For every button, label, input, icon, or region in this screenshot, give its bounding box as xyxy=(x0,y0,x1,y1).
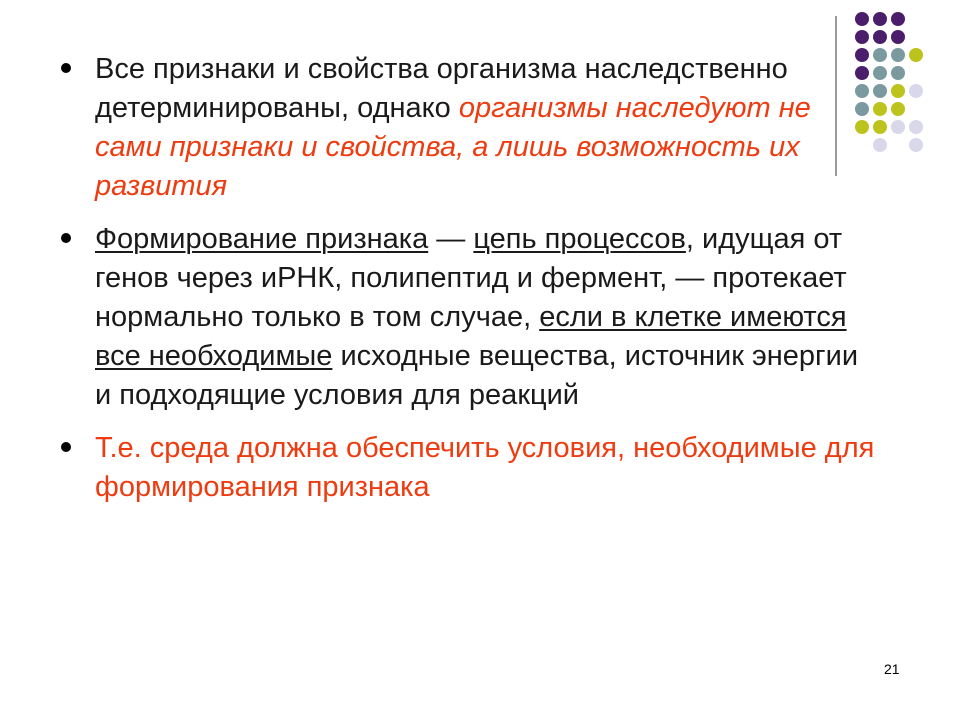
decor-dot xyxy=(891,30,905,44)
bullet-2-term2: цепь процессов xyxy=(473,223,686,255)
bullet-2-text-b: исходные вещества, источник энергии и подходящие условия для реакций xyxy=(95,340,859,411)
decor-dot xyxy=(891,102,905,116)
decor-dot xyxy=(909,138,923,152)
decor-dot xyxy=(873,12,887,26)
decor-dot xyxy=(873,30,887,44)
decor-dot xyxy=(909,84,923,98)
bullet-2-term: Формирование признака xyxy=(95,223,429,255)
bullet-1-text: Все признаки и свойства организма наследственно детерминированы, однако xyxy=(95,53,788,124)
decor-dot xyxy=(891,84,905,98)
bullet-2-condition: если в клетке имеются все необходимые xyxy=(95,301,847,372)
bullet-item-2 xyxy=(58,220,878,415)
bullet-1-emphasis: организмы наследуют не сами признаки и свойства, а лишь возможность их развития xyxy=(95,92,811,202)
page-number: 21 xyxy=(884,661,900,677)
decor-dot xyxy=(855,30,869,44)
decor-dot xyxy=(891,12,905,26)
decor-dot xyxy=(891,120,905,134)
decor-dot xyxy=(909,48,923,62)
bullet-list xyxy=(58,50,878,521)
bullet-dot-icon xyxy=(61,63,71,73)
bullet-2-text-a: , идущая от генов через иРНК, полипептид и фермент, — протекает нормально только в том случае, xyxy=(95,223,847,333)
bullet-item-1 xyxy=(58,50,878,206)
bullet-dot-icon xyxy=(61,442,71,452)
bullet-3-text: Т.е. среда должна обеспечить условия, необходимые для формирования признака xyxy=(95,432,875,503)
bullet-2-dash: — xyxy=(428,223,474,255)
bullet-dot-icon xyxy=(61,233,71,243)
decor-dot xyxy=(855,12,869,26)
decor-dot xyxy=(891,48,905,62)
decor-dot xyxy=(891,66,905,80)
decor-dot xyxy=(909,120,923,134)
bullet-item-3 xyxy=(58,429,878,507)
